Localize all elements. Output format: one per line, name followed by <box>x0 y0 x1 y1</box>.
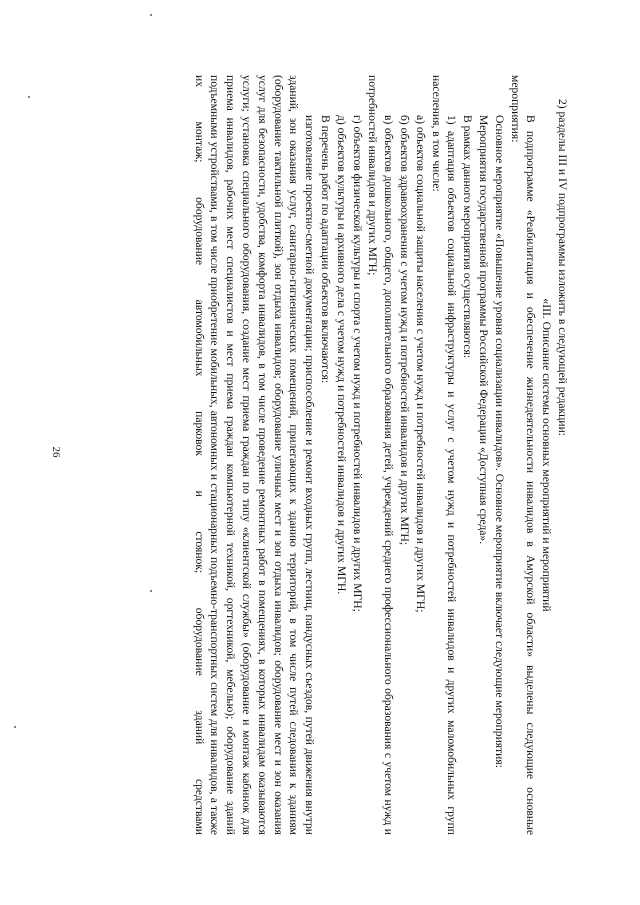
section-heading: «III. Описание системы основных мероприятий и мероприятий <box>540 298 554 612</box>
paragraph: В подпрограмме «Реабилитация и обеспечение жизнедеятельности инвалидов в Амурской области» выделены следующие основные мероприятия: <box>508 75 538 835</box>
list-item: г) объектов физической культуры и спорта с учетом нужд и потребностей инвалидов и других МГН; <box>350 115 364 612</box>
paragraph-intro: 2) разделы III и IV подпрограммы изложить в следующей редакции: <box>556 99 569 436</box>
paragraph: изготовление проектно-сметной документации; приспособление и ремонт входных групп, лестниц, пандусных съездов, путей движения внутри зданий, зон оказания услуг, санитарно-гигиенических помещений, прилегающих к зданию территорий, в том числе путей следования к зданиям (оборудование тактильной плиткой), зон отдыха инвалидов; оборудование уличных мест и зон отдыха инвалидов; оборудование мест и зон оказания услуг для безопасности, удобства, комфорта инвалидов, в том числе проведение ремонтных работ в помещениях, в которых инвалидам оказываются услуги; установка специального оборудования, создание мест приема граждан по типу «клиентской службы» (оборудование и монтаж кабинок для приема инвалидов, рабочих мест специалистов и мест приема граждан компьютерной техникой, оргтехникой, мебелью); оборудование зданий подъемными устройствами, в том числе приобретение мобильных, автономных и стационарных подъемно-транспортных систем для инвалидов, а также их монтаж; оборудование автомобильных парковок и стоянок; оборудование зданий средствами <box>192 75 317 835</box>
paragraph: В рамках данного мероприятия осуществляются: <box>461 115 475 359</box>
paragraph: Мероприятия государственной программы Российской Федерации «Доступная среда». <box>477 115 491 545</box>
page-number: 26 <box>50 446 62 458</box>
paragraph: В перечень работ по адаптации объектов включаются: <box>319 115 333 384</box>
paragraph: Основное мероприятие «Повышение уровня социализации инвалидов». Основное мероприятие включает следующие мероприятия: <box>492 115 506 768</box>
list-item: д) объектов культуры и архивного дела с учетом нужд и потребностей инвалидов и других МГН. <box>334 115 348 595</box>
list-item: б) объектов здравоохранения с учетом нужд и потребностей инвалидов и других МГН; <box>398 115 412 546</box>
document-body <box>191 75 570 835</box>
list-item: 1) адаптация объектов социальной инфраструктуры и услуг с учетом нужд и потребностей инвалидов и других маломобильных групп населения, в том числе: <box>429 75 459 835</box>
list-item: в) объектов дошкольного, общего, дополнительного образования детей, учреждений среднего профессионального образования с учетом нужд и потребностей инвалидов и других МГН; <box>366 75 396 835</box>
list-item: а) объектов социальной защиты населения с учетом нужд и потребностей инвалидов и других МГН; <box>413 115 427 613</box>
